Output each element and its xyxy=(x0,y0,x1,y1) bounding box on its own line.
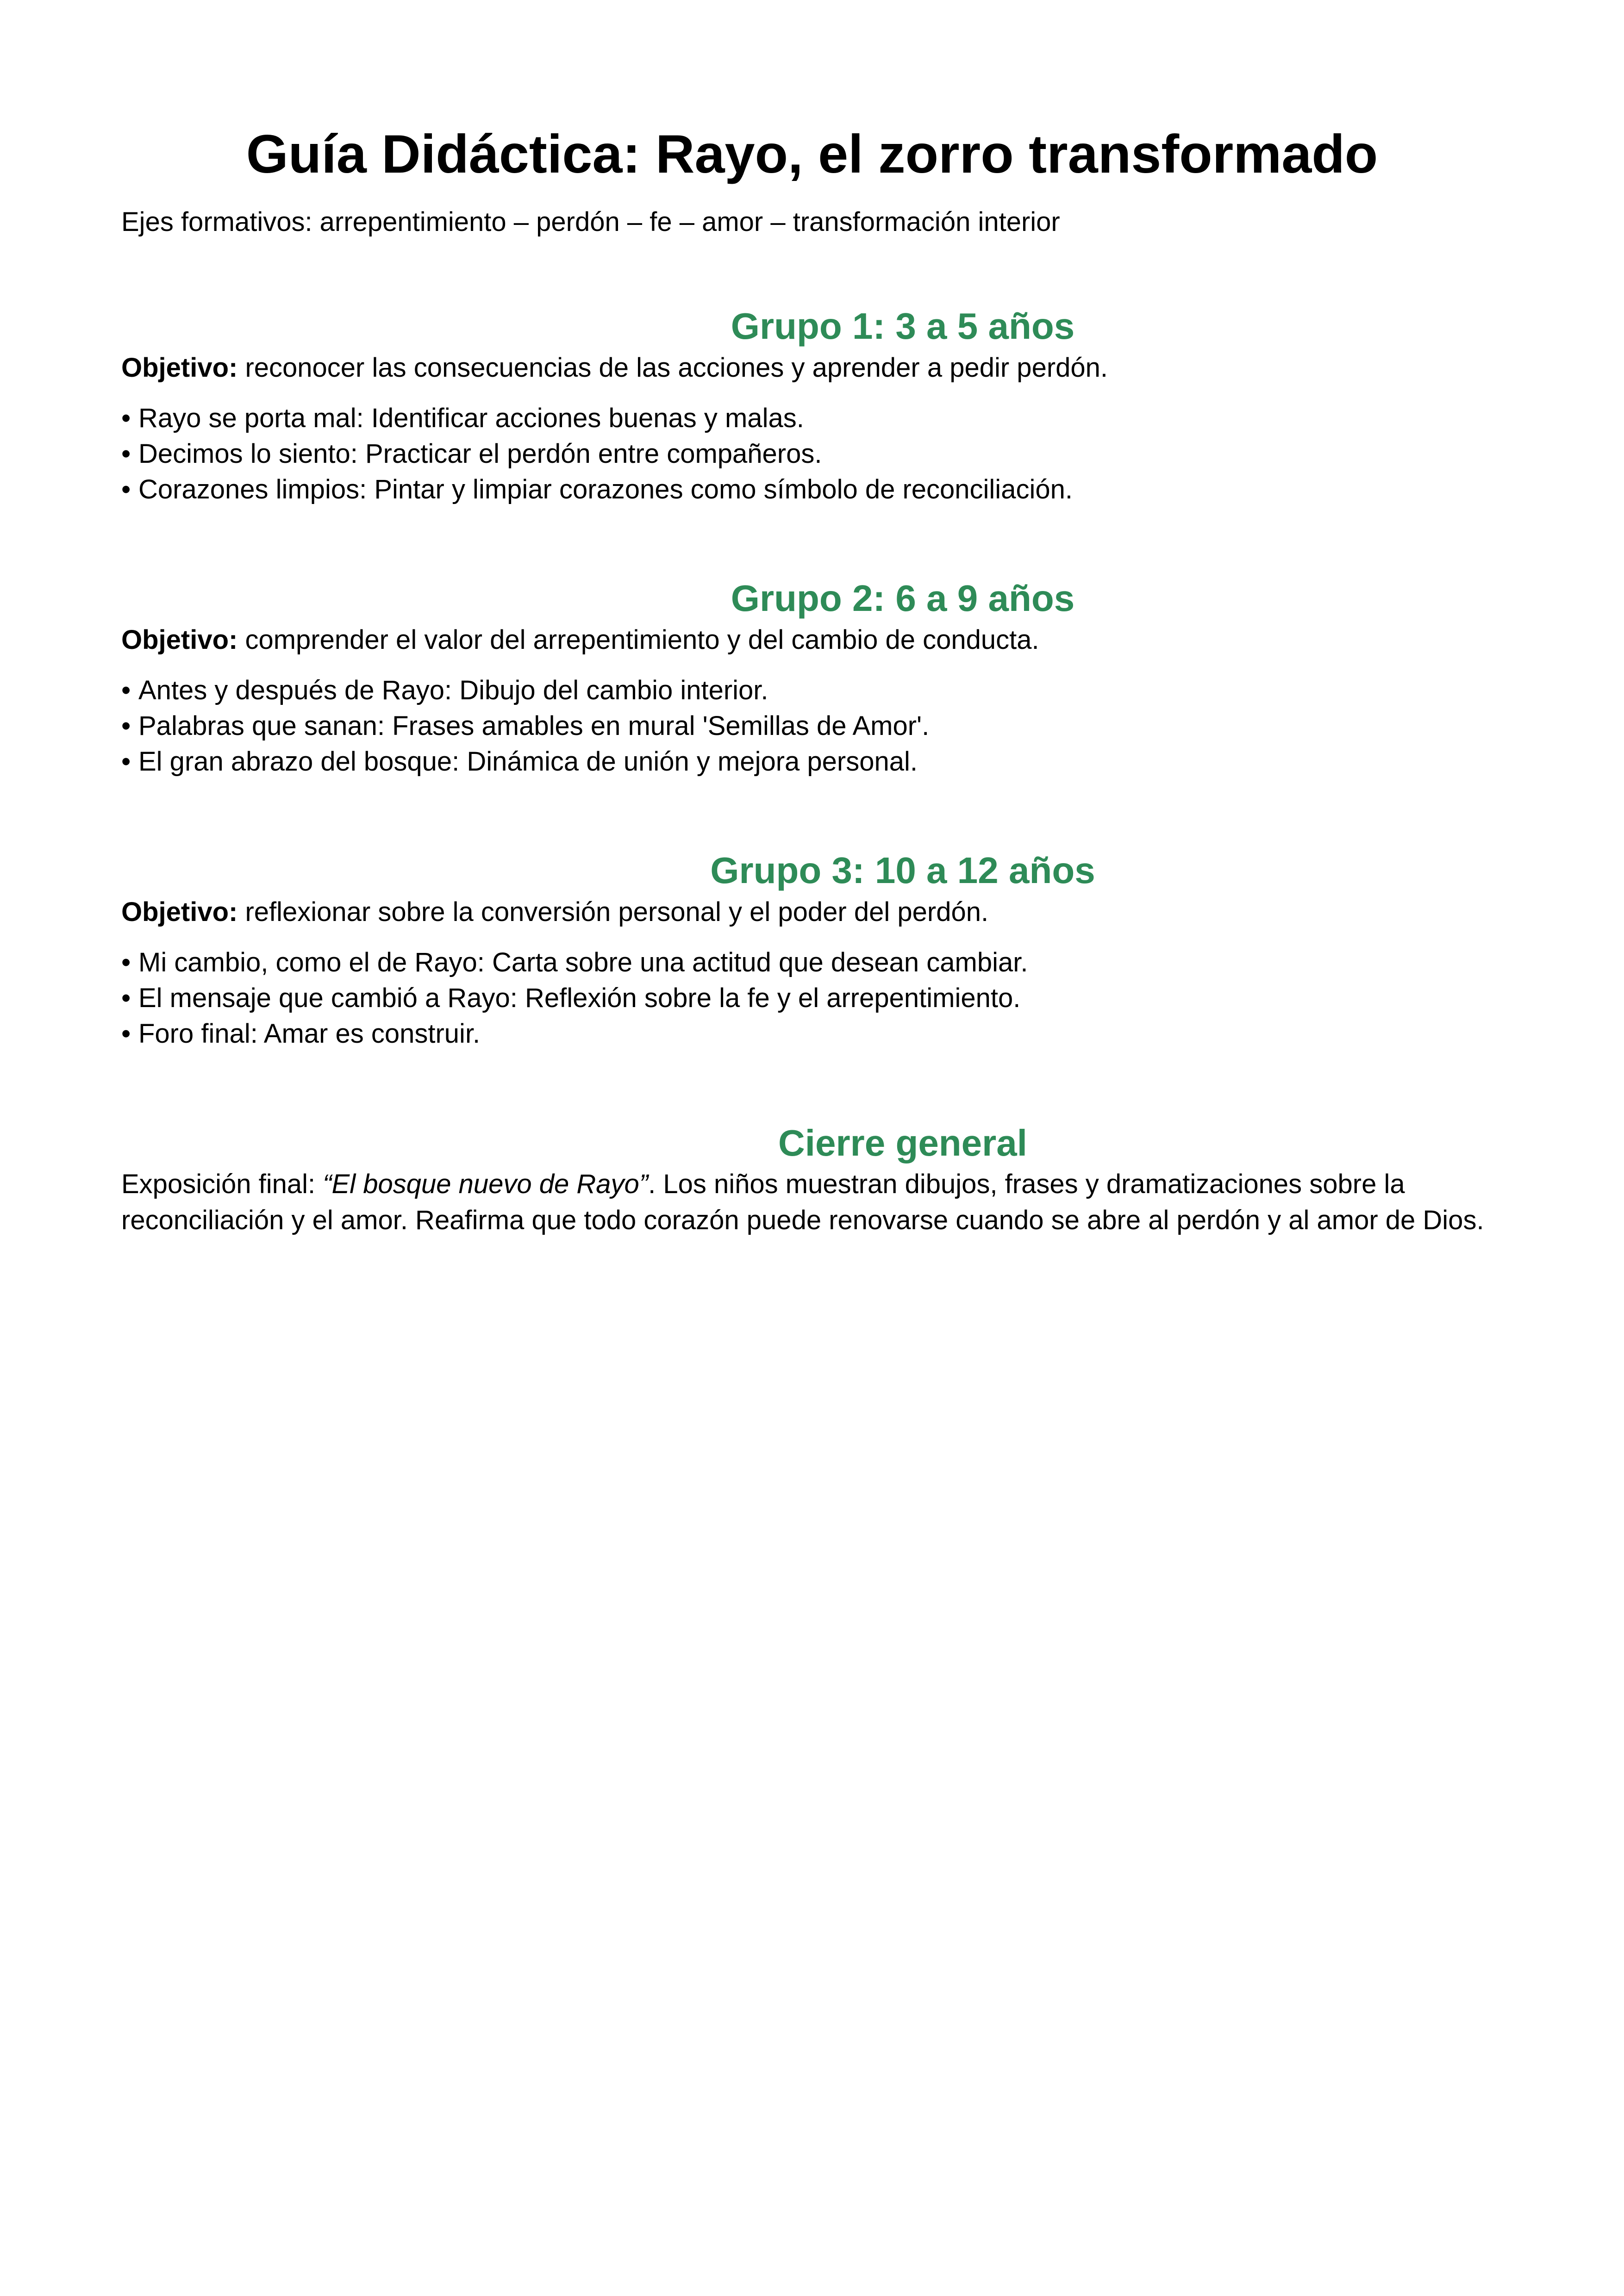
objective-text: reflexionar sobre la conversión personal y el poder del perdón. xyxy=(237,897,989,927)
bullet-icon: • xyxy=(121,983,131,1013)
group-1-section xyxy=(121,303,1510,507)
bullet-icon: • xyxy=(121,1019,131,1049)
activity-item: • Antes y después de Rayo: Dibujo del cambio interior. xyxy=(121,672,1510,708)
bullet-icon: • xyxy=(121,675,131,705)
closing-paragraph: Exposición final: “El bosque nuevo de Rayo”. Los niños muestran dibujos, frases y dramatizaciones sobre la reconciliación y el amor. Reafirma que todo corazón puede renovarse cuando se abre al perdón y al amor de Dios. xyxy=(121,1169,1484,1235)
objective-label: Objetivo: xyxy=(121,353,238,383)
objective-text: comprender el valor del arrepentimiento y del cambio de conducta. xyxy=(237,625,1039,655)
group-1-activity-list xyxy=(121,400,1510,507)
activity-item: • Rayo se porta mal: Identificar acciones buenas y malas. xyxy=(121,400,1510,436)
group-2-activity-list xyxy=(121,672,1510,779)
bullet-icon: • xyxy=(121,747,131,777)
exhibition-title: “El bosque nuevo de Rayo” xyxy=(323,1169,649,1199)
bullet-icon: • xyxy=(121,403,131,433)
activity-item: • El gran abrazo del bosque: Dinámica de unión y mejora personal. xyxy=(121,744,1510,779)
group-3-objective xyxy=(121,894,1510,931)
group-2-section xyxy=(121,575,1510,779)
group-3-section xyxy=(121,847,1510,1052)
closing-heading: Cierre general xyxy=(778,1122,1028,1164)
group-1-objective xyxy=(121,349,1510,386)
group-2-heading: Grupo 2: 6 a 9 años xyxy=(731,578,1075,619)
bullet-icon: • xyxy=(121,711,131,741)
document-title: Guía Didáctica: Rayo, el zorro transformado xyxy=(246,124,1378,184)
activity-item: • El mensaje que cambió a Rayo: Reflexión sobre la fe y el arrepentimiento. xyxy=(121,980,1510,1016)
activity-item: • Mi cambio, como el de Rayo: Carta sobre una actitud que desean cambiar. xyxy=(121,945,1510,980)
group-3-heading: Grupo 3: 10 a 12 años xyxy=(710,850,1095,891)
closing-section xyxy=(121,1120,1510,1238)
document-subtitle: Ejes formativos: arrepentimiento – perdón – fe – amor – transformación interior xyxy=(121,207,1060,237)
objective-label: Objetivo: xyxy=(121,625,238,655)
group-2-objective xyxy=(121,622,1510,659)
activity-item: • Corazones limpios: Pintar y limpiar corazones como símbolo de reconciliación. xyxy=(121,472,1510,507)
activity-item: • Foro final: Amar es construir. xyxy=(121,1016,1510,1052)
bullet-icon: • xyxy=(121,947,131,977)
group-1-heading: Grupo 1: 3 a 5 años xyxy=(731,305,1075,347)
bullet-icon: • xyxy=(121,474,131,504)
bullet-icon: • xyxy=(121,439,131,469)
group-3-activity-list xyxy=(121,945,1510,1052)
activity-item: • Decimos lo siento: Practicar el perdón entre compañeros. xyxy=(121,436,1510,472)
objective-label: Objetivo: xyxy=(121,897,238,927)
objective-text: reconocer las consecuencias de las acciones y aprender a pedir perdón. xyxy=(237,353,1108,383)
activity-item: • Palabras que sanan: Frases amables en mural 'Semillas de Amor'. xyxy=(121,708,1510,744)
